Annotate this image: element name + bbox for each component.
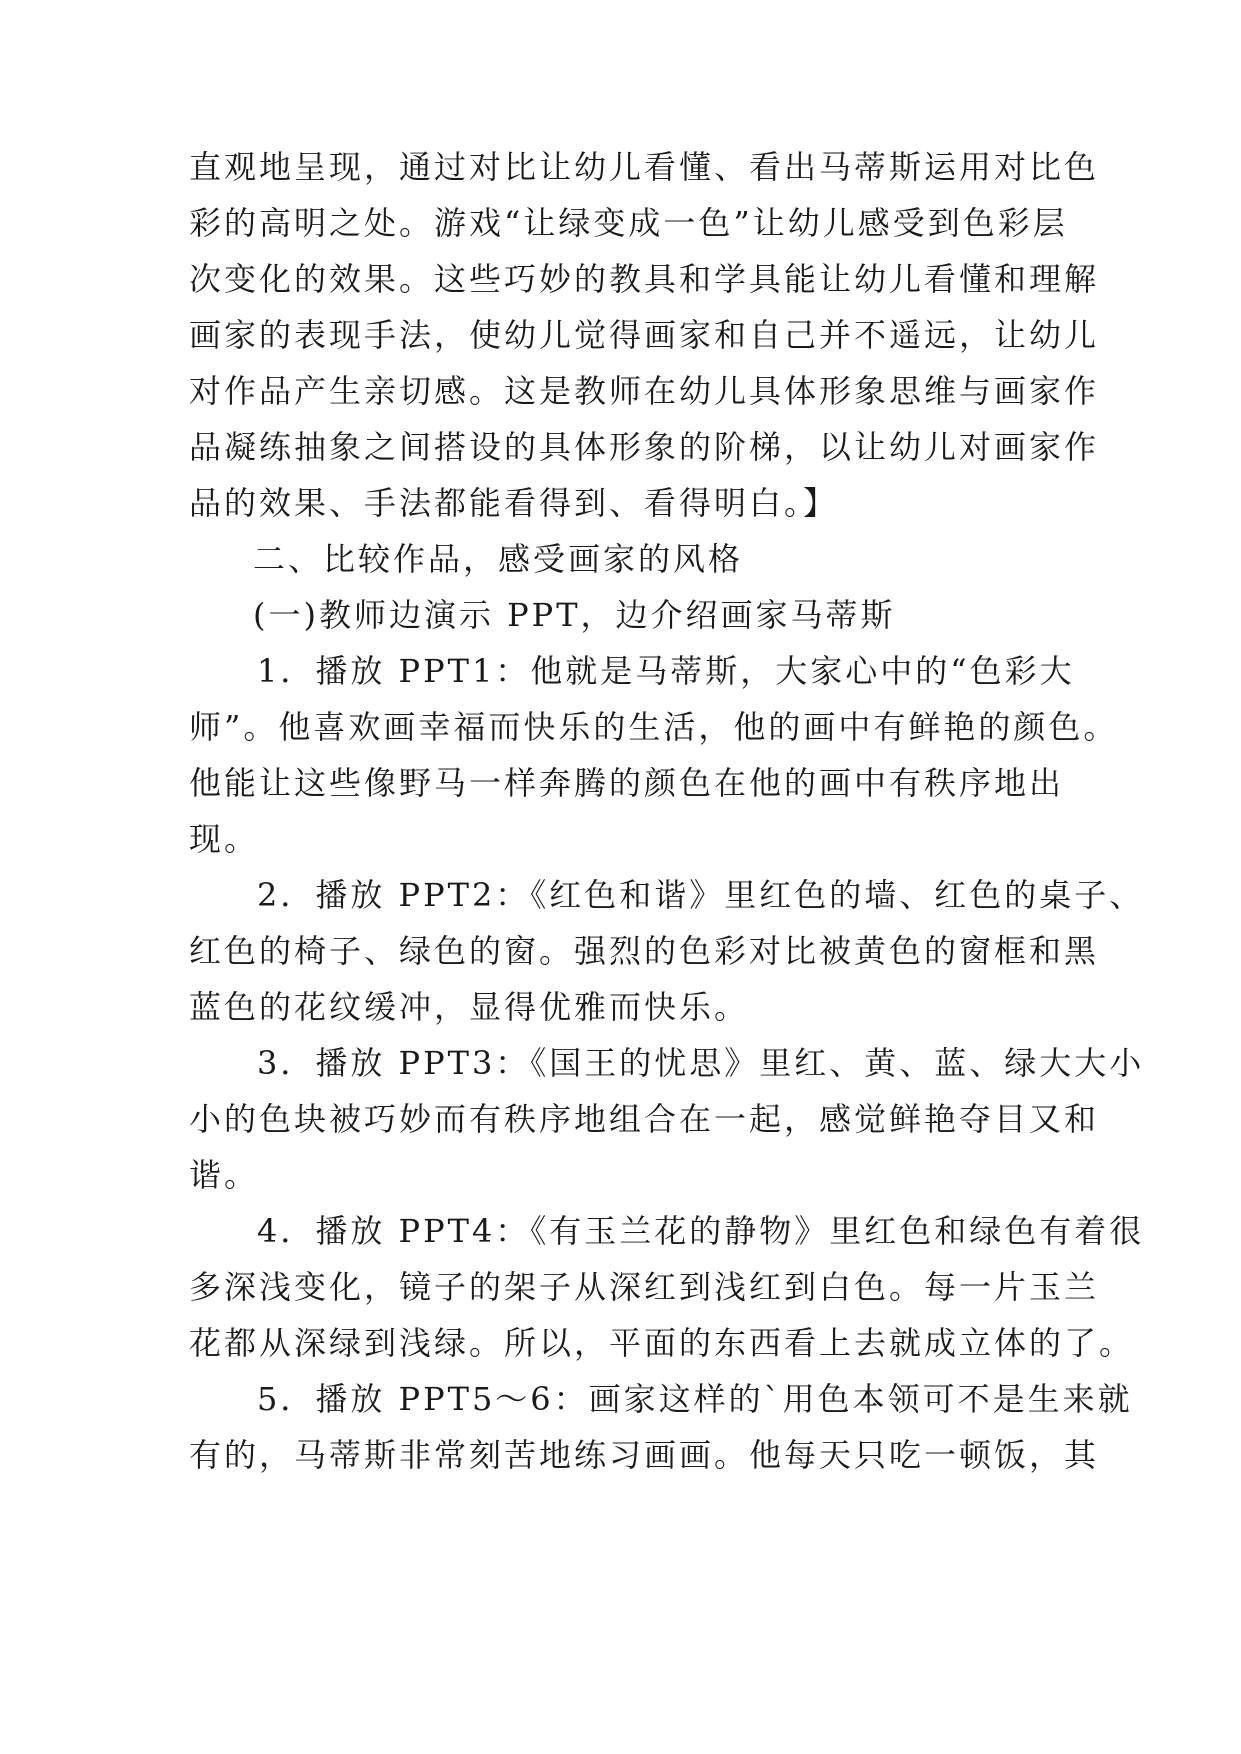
text-line: 小的色块被巧妙而有秩序地组合在一起，感觉鲜艳夺目又和	[189, 1100, 1100, 1138]
text-line: 有的，马蒂斯非常刻苦地练习画画。他每天只吃一顿饭，其	[189, 1436, 1100, 1474]
text-line: 现。	[189, 820, 260, 858]
text-line: 他能让这些像野马一样奔腾的颜色在他的画中有秩序地出	[189, 764, 1065, 802]
text-line: 对作品产生亲切感。这是教师在幼儿具体形象思维与画家作	[189, 372, 1100, 410]
section-heading: 二、比较作品，感受画家的风格	[253, 540, 744, 578]
text-line: 蓝色的花纹缓冲，显得优雅而快乐。	[189, 988, 750, 1026]
text-line: 花都从深绿到浅绿。所以，平面的东西看上去就成立体的了。	[189, 1324, 1135, 1362]
list-item-text: 1．播放 PPT1：他就是马蒂斯，大家心中的“色彩大	[257, 652, 1075, 690]
text-line: 次变化的效果。这些巧妙的教具和学具能让幼儿看懂和理解	[189, 260, 1100, 298]
list-item-text: 3．播放 PPT3：《国王的忧思》里红、黄、蓝、绿大大小	[257, 1044, 1145, 1082]
text-line: 谐。	[189, 1156, 260, 1194]
text-line: 多深浅变化，镜子的架子从深红到浅红到白色。每一片玉兰	[189, 1268, 1100, 1306]
list-item-text: 5．播放 PPT5～6：画家这样的`用色本领可不是生来就	[257, 1380, 1133, 1418]
text-line: 红色的椅子、绿色的窗。强烈的色彩对比被黄色的窗框和黑	[189, 932, 1100, 970]
text-line: 品凝练抽象之间搭设的具体形象的阶梯，以让幼儿对画家作	[189, 428, 1100, 466]
text-line: 师”。他喜欢画幸福而快乐的生活，他的画中有鲜艳的颜色。	[189, 708, 1119, 746]
text-line: 直观地呈现，通过对比让幼儿看懂、看出马蒂斯运用对比色	[189, 148, 1100, 186]
text-line: 画家的表现手法，使幼儿觉得画家和自己并不遥远，让幼儿	[189, 316, 1100, 354]
text-line: 品的效果、手法都能看得到、看得明白。】	[189, 484, 839, 522]
list-item-text: 4．播放 PPT4：《有玉兰花的静物》里红色和绿色有着很	[257, 1212, 1145, 1250]
subsection-heading: (一)教师边演示 PPT，边介绍画家马蒂斯	[253, 596, 896, 634]
text-line: 彩的高明之处。游戏“让绿变成一色”让幼儿感受到色彩层	[189, 204, 1068, 242]
list-item-text: 2．播放 PPT2：《红色和谐》里红色的墙、红色的桌子、	[257, 876, 1145, 914]
